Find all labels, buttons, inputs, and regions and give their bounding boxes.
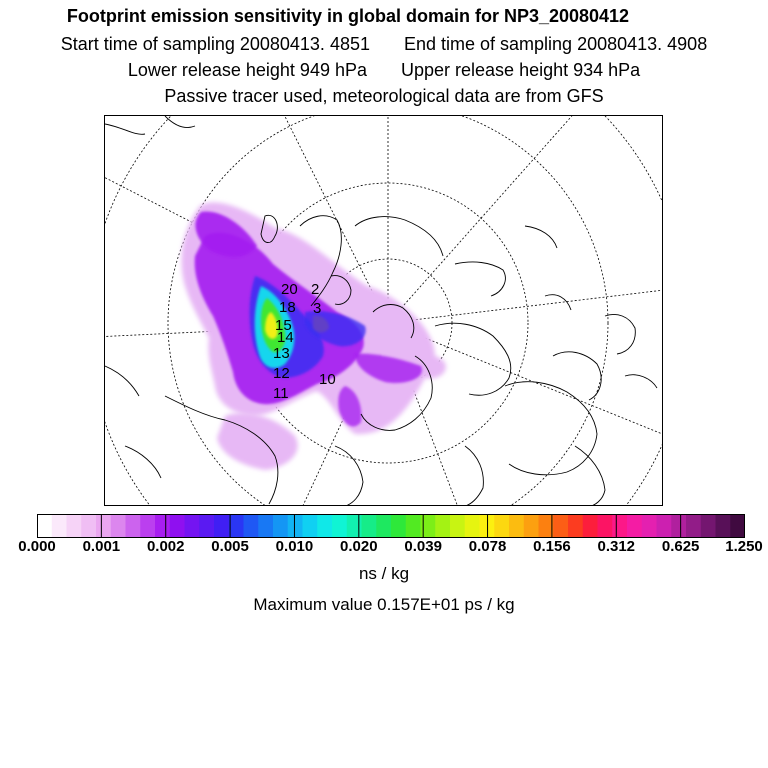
end-time: End time of sampling 20080413. 4908 — [403, 34, 708, 54]
colorbar-cell — [450, 514, 465, 538]
coastline — [355, 217, 443, 256]
sampling-times — [0, 34, 768, 55]
colorbar-cell — [37, 514, 52, 538]
coastline — [105, 366, 161, 478]
colorbar-cell — [524, 514, 539, 538]
coastline — [461, 446, 483, 506]
colorbar-cell — [362, 514, 377, 538]
meridian — [388, 266, 663, 323]
colorbar-cell — [406, 514, 421, 538]
colorbar-cell — [126, 514, 141, 538]
colorbar-cell — [81, 514, 96, 538]
trajectory-label: 20 — [281, 281, 298, 298]
footprint-map — [104, 115, 663, 506]
coastline — [455, 262, 505, 296]
colorbar-cell — [642, 514, 657, 538]
colorbar-cell — [465, 514, 480, 538]
trajectory-label: 3 — [313, 300, 322, 317]
colorbar-cell — [111, 514, 126, 538]
lower-release-height: Lower release height 949 hPa — [127, 60, 367, 80]
colorbar-tick-label: 0.039 — [404, 538, 442, 555]
coastline — [605, 315, 657, 389]
colorbar-tick-label: 0.625 — [661, 538, 700, 555]
colorbar-cell — [509, 514, 524, 538]
trajectory-label: 15 — [275, 317, 292, 334]
coastline — [105, 116, 195, 134]
colorbar-tick-label: 0.000 — [18, 538, 56, 555]
trajectory-label: 18 — [279, 299, 296, 316]
coastline — [525, 226, 571, 310]
colorbar-cell — [391, 514, 406, 538]
colorbar-cell — [494, 514, 509, 538]
colorbar-tick-label: 0.156 — [533, 538, 571, 555]
colorbar-cell — [701, 514, 716, 538]
chart-title: Footprint emission sensitivity in global domain for NP3_20080412 — [66, 6, 630, 26]
coastline — [575, 446, 605, 506]
colorbar-cell — [67, 514, 82, 538]
colorbar-cell — [244, 514, 259, 538]
map-canvas — [105, 116, 663, 506]
colorbar-tick-label: 0.005 — [211, 538, 249, 555]
colorbar-cell — [716, 514, 731, 538]
trajectory-label: 14 — [277, 329, 294, 346]
colorbar-cell — [140, 514, 155, 538]
colorbar-cell — [657, 514, 672, 538]
maximum-value: Maximum value 0.157E+01 ps / kg — [253, 595, 515, 614]
colorbar-cell — [730, 514, 745, 538]
colorbar-cell — [686, 514, 701, 538]
colorbar-cell — [627, 514, 642, 538]
meridian — [388, 116, 663, 323]
colorbar-cell — [568, 514, 583, 538]
colorbar-cell — [553, 514, 568, 538]
sensitivity-field — [182, 202, 446, 470]
colorbar-cell — [288, 514, 303, 538]
coastline — [435, 323, 511, 395]
colorbar-cell — [347, 514, 362, 538]
trajectory-label: 13 — [273, 345, 290, 362]
colorbar-tick-label: 0.312 — [597, 538, 636, 555]
trajectory-label: 2 — [311, 281, 320, 298]
colorbar-tick-label: 0.010 — [275, 538, 314, 555]
coastline — [505, 382, 597, 475]
coastline — [335, 446, 363, 506]
colorbar-cell — [96, 514, 111, 538]
tracer-note: Passive tracer used, meteorological data are from GFS — [164, 86, 604, 106]
start-time: Start time of sampling 20080413. 4851 — [60, 34, 370, 54]
colorbar-tick-labels — [0, 538, 768, 560]
colorbar — [37, 514, 745, 538]
colorbar-cell — [317, 514, 332, 538]
colorbar-cell — [583, 514, 598, 538]
colorbar-tick-label: 0.001 — [82, 538, 121, 555]
colorbar-cell — [199, 514, 214, 538]
trajectory-label: 10 — [319, 371, 336, 388]
trajectory-label: 12 — [273, 365, 290, 382]
trajectory-label: 11 — [273, 385, 289, 402]
colorbar-cell — [155, 514, 170, 538]
upper-release-height: Upper release height 934 hPa — [401, 60, 641, 80]
colorbar-cell — [52, 514, 67, 538]
colorbar-tick-label: 1.250 — [725, 538, 763, 555]
colorbar-cell — [170, 514, 185, 538]
colorbar-cell — [612, 514, 627, 538]
colorbar-cell — [229, 514, 244, 538]
colorbar-cell — [303, 514, 318, 538]
colorbar-cell — [273, 514, 288, 538]
colorbar-cell — [258, 514, 273, 538]
release-heights — [0, 60, 768, 81]
colorbar-unit: ns / kg — [358, 564, 410, 583]
colorbar-tick-label: 0.078 — [468, 538, 507, 555]
colorbar-cell — [435, 514, 450, 538]
colorbar-cell — [214, 514, 229, 538]
colorbar-cell — [185, 514, 200, 538]
colorbar-cell — [376, 514, 391, 538]
colorbar-cell — [598, 514, 613, 538]
colorbar-tick-label: 0.002 — [146, 538, 185, 555]
colorbar-cell — [671, 514, 686, 538]
colorbar-tick-label: 0.020 — [340, 538, 378, 555]
colorbar-cell — [332, 514, 347, 538]
